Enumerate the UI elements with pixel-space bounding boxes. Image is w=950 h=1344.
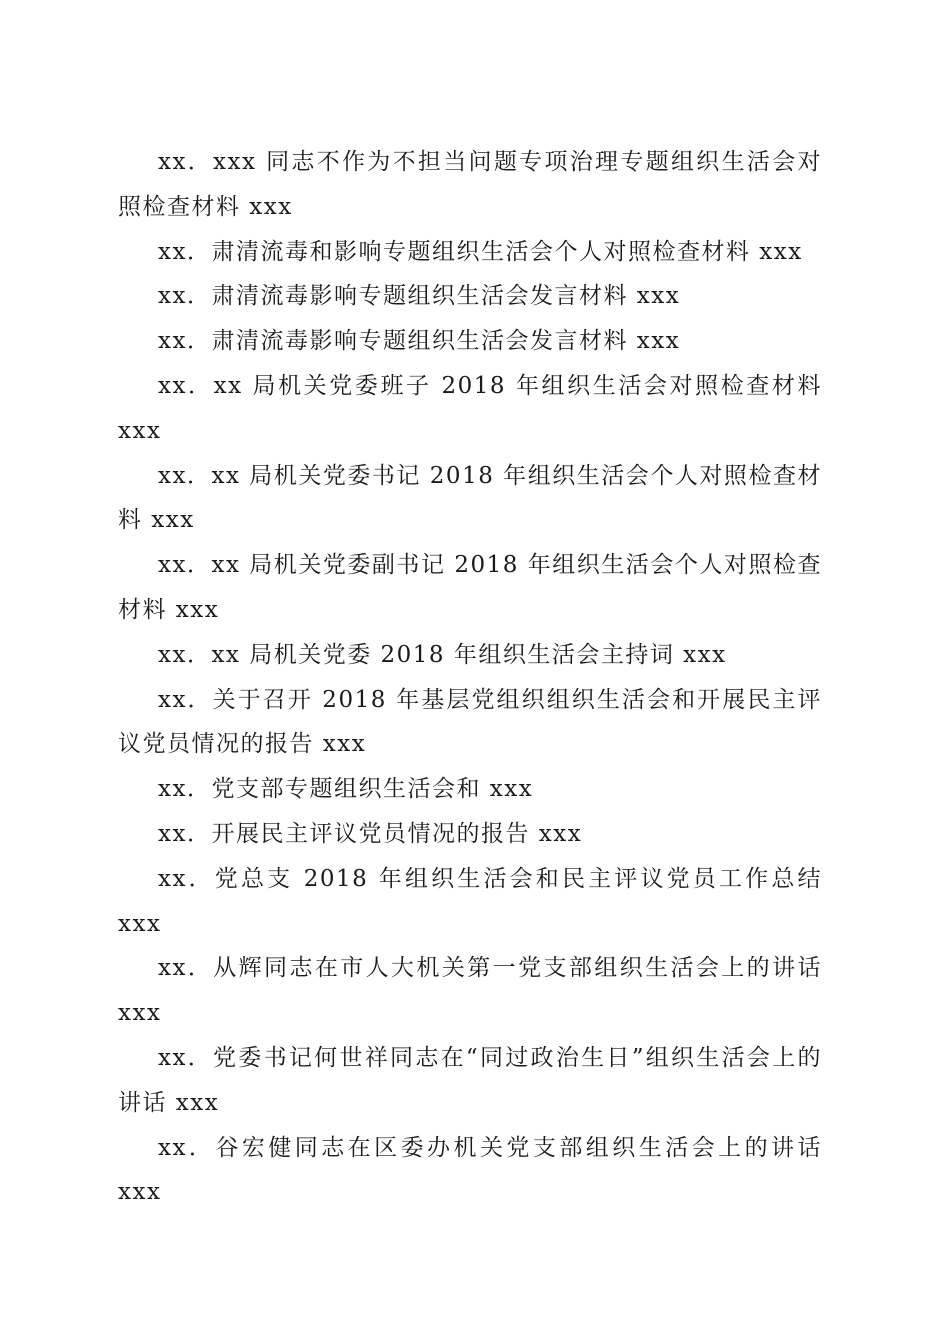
list-item: xx．开展民主评议党员情况的报告 xxx — [158, 820, 583, 847]
list-item: xx．关于召开 2018 年基层党组织组织生活会和开展民主评议党员情况的报告 xxx — [118, 686, 822, 758]
list-item: xx．党总支 2018 年组织生活会和民主评议党员工作总结 xxx — [118, 865, 822, 937]
list-item: xx．党支部专题组织生活会和 xxx — [158, 776, 534, 803]
list-item: xx．xx 局机关党委书记 2018 年组织生活会个人对照检查材料 xxx — [118, 462, 822, 534]
list-item: xx．xxx 同志不作为不担当问题专项治理专题组织生活会对照检查材料 xxx — [118, 149, 822, 220]
list-item: xx．xx 局机关党委副书记 2018 年组织生活会个人对照检查材料 xxx — [118, 552, 822, 623]
list-item: xx．肃清流毒和影响专题组织生活会个人对照检查材料 xxx — [158, 238, 803, 265]
list-item: xx．xx 局机关党委 2018 年组织生活会主持词 xxx — [158, 641, 727, 668]
document-page — [118, 140, 822, 1215]
list-item: xx．从辉同志在市人大机关第一党支部组织生活会上的讲话 xxx — [118, 955, 822, 1027]
list-item: xx．党委书记何世祥同志在“同过政治生日”组织生活会上的讲话 xxx — [118, 1044, 822, 1116]
list-item: xx．肃清流毒影响专题组织生活会发言材料 xxx — [158, 328, 681, 355]
list-item: xx．谷宏健同志在区委办机关党支部组织生活会上的讲话 xxx — [118, 1134, 822, 1206]
list-item: xx．xx 局机关党委班子 2018 年组织生活会对照检查材料 xxx — [118, 372, 822, 444]
list-item: xx．肃清流毒影响专题组织生活会发言材料 xxx — [158, 283, 681, 310]
